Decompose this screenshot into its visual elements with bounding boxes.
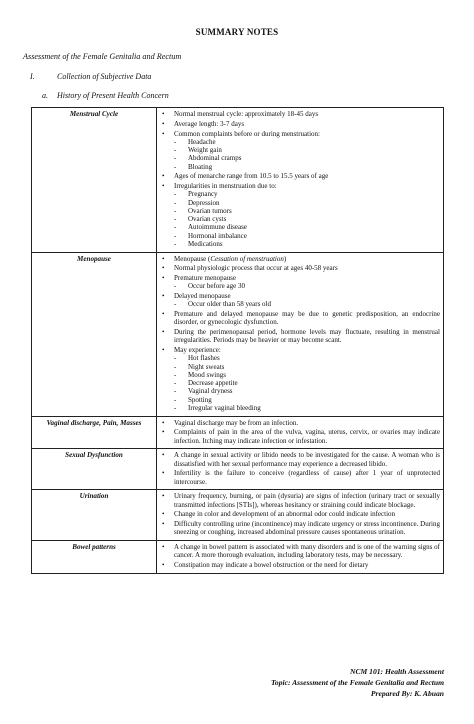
row-content	[157, 252, 444, 416]
bullet-item	[160, 110, 440, 118]
bullet-item	[160, 419, 440, 427]
subsection-heading	[42, 91, 169, 100]
bullet-text: Ages of menarche range from 10.5 to 15.5 years of age	[174, 172, 329, 181]
sub-item: - Decrease appetite	[174, 379, 440, 387]
table-row	[32, 416, 444, 449]
subsection-number: a.	[42, 91, 48, 100]
footer-course: NCM 101: Health Assessment	[349, 667, 444, 676]
bullet-text-suffix: )	[283, 254, 287, 263]
bullet-text: Irregularities in menstruation due to:	[174, 182, 277, 190]
bullet-text: Premature and delayed menopause may be due to genetic predisposition, an endocrine disorder, or gynecologic dysfunction.	[174, 310, 440, 327]
sub-item: - Depression	[174, 199, 440, 207]
bullet-text: Premature menopause	[174, 274, 237, 282]
bullet-text: Complaints of pain in the area of the vulva, vagina, uterus, cervix, or ovaries may indicate infection. Itching may indicate infection or infestation.	[174, 428, 440, 445]
summary-table-body	[32, 108, 444, 574]
sub-list	[174, 354, 440, 412]
bullet-item	[160, 255, 440, 263]
sub-item: - Occur older than 58 years old	[174, 300, 440, 308]
row-label: Menstrual Cycle	[32, 108, 157, 253]
bullet-text: Menopause (	[174, 254, 211, 263]
row-content	[157, 416, 444, 449]
sub-item: - Autoimmune disease	[174, 223, 440, 231]
row-content	[157, 541, 444, 574]
bullet-item	[160, 310, 440, 327]
sub-list	[174, 282, 440, 290]
bullet-item	[160, 561, 440, 569]
table-row	[32, 449, 444, 490]
bullet-text: May experience:	[174, 346, 221, 354]
bullet-text: Difficulty controlling urine (incontinence) may indicate urgency or stress incontinence. During sneezing or coughing, increased abdominal pressure causes spontaneous urination.	[174, 520, 440, 537]
section-heading	[30, 72, 151, 81]
subsection-title: History of Present Health Concern	[57, 91, 169, 100]
page-title: SUMMARY NOTES	[195, 27, 279, 37]
row-label: Menopause	[32, 252, 157, 416]
table-row	[32, 490, 444, 541]
sub-list	[174, 190, 440, 248]
section-number: I.	[30, 72, 35, 81]
bullet-text: Constipation may indicate a bowel obstruction or the need for dietary	[174, 561, 369, 569]
sub-item: - Ovarian tumors	[174, 207, 440, 215]
table-row	[32, 252, 444, 416]
sub-item: - Pregnancy	[174, 190, 440, 198]
bullet-text: Average length: 3-7 days	[174, 119, 245, 128]
bullet-text: Normal menstrual cycle: approximately 18-45 days	[174, 110, 319, 118]
bullet-item	[160, 520, 440, 537]
bullet-item	[160, 120, 440, 128]
bullet-item	[160, 428, 440, 445]
bullet-item	[160, 172, 440, 180]
summary-table	[31, 107, 444, 574]
sub-item: - Occur before age 30	[174, 282, 440, 290]
sub-item: - Irregular vaginal bleeding	[174, 404, 440, 412]
bullet-italic-text: Cessation of menstruation	[210, 254, 284, 263]
sub-item: - Mood swings	[174, 371, 440, 379]
sub-item: - Bloating	[174, 163, 440, 171]
sub-item: - Hot flashes	[174, 354, 440, 362]
sub-item: - Abdominal cramps	[174, 154, 440, 162]
sub-item: - Headache	[174, 138, 440, 146]
bullet-item	[160, 469, 440, 486]
bullet-text: During the perimenopausal period, hormone levels may fluctuate, resulting in menstrual irregularities. Periods may be heavier or may become scant.	[174, 328, 440, 345]
bullet-text: Normal physiologic process that occur at ages 40-58 years	[174, 264, 338, 273]
bullet-list	[160, 492, 440, 536]
sub-item: - Ovarian cysts	[174, 215, 440, 223]
bullet-item	[160, 130, 440, 171]
bullet-text: Change in color and development of an abnormal odor could indicate infection	[174, 510, 396, 519]
bullet-text: Infertility is the failure to conceive (regardless of cause) after 1 year of unprotected intercourse.	[174, 469, 440, 486]
bullet-item	[160, 274, 440, 291]
sub-item: - Night sweats	[174, 363, 440, 371]
bullet-text: A change in sexual activity or libido needs to be investigated for the cause. A woman who is dissatisfied with her sexual performance may experience a decreased libido.	[174, 451, 440, 468]
sub-item: - Hormonal imbalance	[174, 232, 440, 240]
sub-list	[174, 138, 440, 171]
sub-item: - Spotting	[174, 396, 440, 404]
bullet-list	[160, 255, 440, 413]
table-row	[32, 108, 444, 253]
row-label: Vaginal discharge, Pain, Masses	[32, 416, 157, 449]
bullet-item	[160, 182, 440, 248]
row-content	[157, 108, 444, 253]
document-subtitle: Assessment of the Female Genitalia and Rectum	[23, 52, 182, 61]
row-content	[157, 490, 444, 541]
bullet-text: A change in bowel pattern is associated with many disorders and is one of the warning signs of cancer. A more thorough evaluation, including laboratory tests, may be necessary.	[174, 543, 440, 560]
sub-list	[174, 300, 440, 308]
sub-item: - Medications	[174, 240, 440, 248]
row-label: Sexual Dysfunction	[32, 449, 157, 490]
bullet-item	[160, 328, 440, 345]
section-title: Collection of Subjective Data	[57, 72, 152, 81]
footer-topic: Topic: Assessment of the Female Genitalia and Rectum	[270, 678, 444, 687]
footer-prepared-by: Prepared By: K. Abuan	[370, 689, 444, 698]
row-label: Urination	[32, 490, 157, 541]
bullet-list	[160, 543, 440, 569]
bullet-item	[160, 264, 440, 272]
sub-item: - Vaginal dryness	[174, 387, 440, 395]
bullet-item	[160, 543, 440, 560]
bullet-text: Common complaints before or during menstruation:	[174, 129, 321, 138]
bullet-text: Delayed menopause	[174, 292, 231, 300]
row-label: Bowel patterns	[32, 541, 157, 574]
sub-item: - Weight gain	[174, 146, 440, 154]
bullet-item	[160, 451, 440, 468]
bullet-item	[160, 492, 440, 509]
bullet-text: Vaginal discharge may be from an infection.	[174, 418, 299, 427]
bullet-list	[160, 110, 440, 248]
bullet-list	[160, 451, 440, 486]
row-content	[157, 449, 444, 490]
bullet-item	[160, 346, 440, 412]
table-row	[32, 541, 444, 574]
bullet-item	[160, 510, 440, 518]
bullet-list	[160, 419, 440, 445]
bullet-item	[160, 292, 440, 309]
bullet-text: Urinary frequency, burning, or pain (dysuria) are signs of infection (urinary tract or sexually transmitted infections [STIs]), whereas hesitancy or straining could indicate blockage.	[174, 492, 440, 509]
